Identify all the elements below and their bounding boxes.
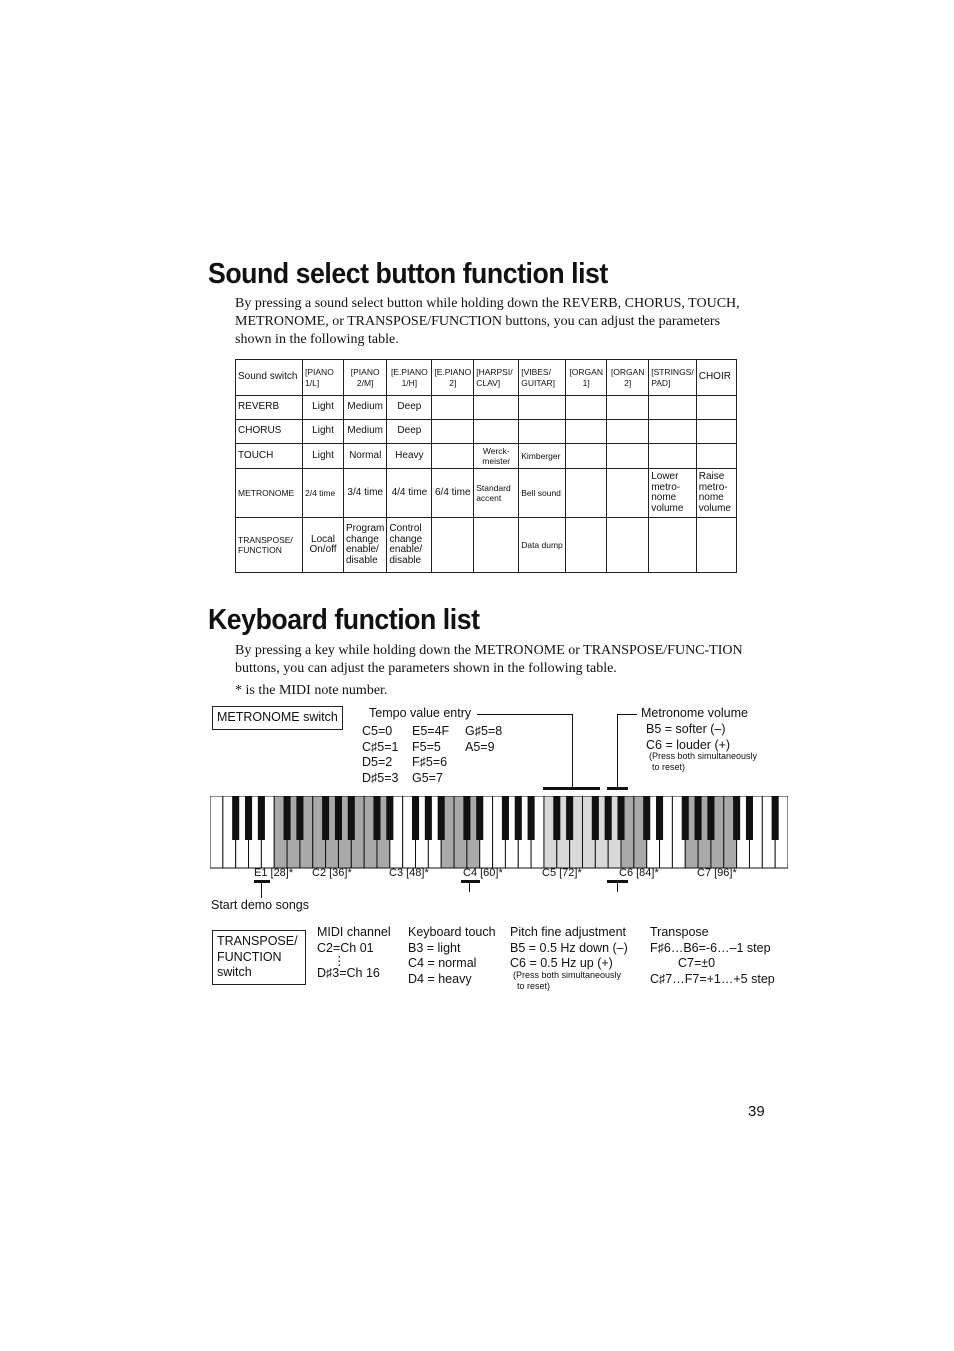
tempo-title: Tempo value entry [369,706,472,720]
black-key [296,796,303,840]
keyboard-touch-block: Keyboard touch B3 = light C4 = normal D4 = heavy [408,925,496,986]
table-header-cell: [ORGAN 2] [607,360,649,396]
table-cell: Deep [387,420,432,444]
key-label-e1: E1 [28]* [254,867,294,879]
table-cell: 4/4 time [387,469,432,518]
key-label-c3: C3 [48]* [389,867,429,879]
black-key [232,796,239,840]
black-key [617,796,624,840]
black-key [643,796,650,840]
page-number: 39 [748,1103,765,1120]
black-key [322,796,329,840]
table-cell: CHORUS [236,420,303,444]
black-key [335,796,342,840]
pitch-fine-adjustment-block: Pitch fine adjustment B5 = 0.5 Hz down (–) C6 = 0.5 Hz up (+) [510,925,628,970]
black-key [463,796,470,840]
table-cell: Data dump [519,518,566,573]
table-cell: 3/4 time [344,469,387,518]
table-cell: REVERB [236,396,303,420]
table-header-cell: [HARPSI/ CLAV] [474,360,519,396]
black-key [707,796,714,840]
table-header-cell: [STRINGS/ PAD] [649,360,697,396]
table-cell: Werck-meister [474,444,519,469]
key-label-c7: C7 [96]* [697,867,737,879]
table-header-cell: [ORGAN 1] [566,360,607,396]
black-key [386,796,393,840]
table-cell: Raise metro-nome volume [696,469,736,518]
keyboard-diagram [210,796,788,870]
key-label-c5: C5 [72]* [542,867,582,879]
black-key [695,796,702,840]
metronome-volume-lines: B5 = softer (–) C6 = louder (+) [646,722,731,752]
table-cell: Light [303,444,344,469]
table-header-cell: Sound switch [236,360,303,396]
table-cell: Heavy [387,444,432,469]
black-key [682,796,689,840]
table-cell: Local On/off [303,518,344,573]
table-cell: METRONOME [236,469,303,518]
tempo-column-1: C5=0 C♯5=1 D5=2 D♯5=3 [362,724,399,785]
black-key [245,796,252,840]
black-key [425,796,432,840]
metronome-switch-box: METRONOME switch [212,706,343,730]
table-cell: Light [303,420,344,444]
black-key [373,796,380,840]
table-cell: 2/4 time [303,469,344,518]
transpose-block: Transpose F♯6…B6=-6…–1 step C7=±0 C♯7…F7=+1…+5 step [650,925,775,986]
sound-function-table [235,359,737,573]
key-label-c2: C2 [36]* [312,867,352,879]
black-key [515,796,522,840]
tempo-column-2: E5=4F F5=5 F♯5=6 G5=7 [412,724,450,785]
black-key [502,796,509,840]
key-label-c4: C4 [60]* [463,867,503,879]
black-key [348,796,355,840]
black-key [656,796,663,840]
section2-title: Keyboard function list [208,604,480,636]
tempo-column-3: G♯5=8 A5=9 [465,724,503,754]
black-key [772,796,779,840]
table-cell: 6/4 time [432,469,474,518]
black-key [746,796,753,840]
black-key [412,796,419,840]
white-key [210,796,223,868]
table-cell: Lower metro-nome volume [649,469,697,518]
black-key [476,796,483,840]
table-cell: Control change enable/ disable [387,518,432,573]
black-key [592,796,599,840]
table-header-cell: [VIBES/ GUITAR] [519,360,566,396]
table-header-cell: [PIANO 2/M] [344,360,387,396]
table-cell: Standard accent [474,469,519,518]
midi-channel-block: MIDI channel C2=Ch 01 ⋮ D♯3=Ch 16 [317,925,391,980]
table-header-cell: [E.PIANO 2] [432,360,474,396]
table-header-cell: CHOIR [696,360,736,396]
metronome-volume-title: Metronome volume [641,706,748,720]
table-cell: Medium [344,420,387,444]
section1-intro: By pressing a sound select button while holding down the REVERB, CHORUS, TOUCH, METRONOME, or TRANSPOSE/FUNCTION buttons, you can adjust the parameters shown in the following table. [235,296,740,347]
table-cell: Program change enable/ disable [344,518,387,573]
metronome-volume-note: (Press both simultaneously to reset) [649,751,758,772]
table-cell: Kimberger [519,444,566,469]
black-key [566,796,573,840]
table-cell: TRANSPOSE/ FUNCTION [236,518,303,573]
table-header-cell: [E.PIANO 1/H] [387,360,432,396]
black-key [553,796,560,840]
black-key [528,796,535,840]
section2-intro: By pressing a key while holding down the METRONOME or TRANSPOSE/FUNC-TION buttons, you can adjust the parameters shown in the following table. [235,643,743,676]
midi-note-footnote: * is the MIDI note number. [235,683,388,698]
table-cell: TOUCH [236,444,303,469]
black-key [258,796,265,840]
black-key [605,796,612,840]
black-key [284,796,291,840]
start-demo-songs: Start demo songs [211,898,309,912]
section1-title: Sound select button function list [208,258,608,290]
table-cell: Medium [344,396,387,420]
black-key [438,796,445,840]
table-cell: Bell sound [519,469,566,518]
transpose-function-switch-box: TRANSPOSE/ FUNCTION switch [212,930,306,985]
table-cell: Normal [344,444,387,469]
key-label-c6: C6 [84]* [619,867,659,879]
table-cell: Light [303,396,344,420]
black-key [733,796,740,840]
table-cell: Deep [387,396,432,420]
table-header-cell: [PIANO 1/L] [303,360,344,396]
pitch-fine-note: (Press both simultaneously to reset) [513,970,622,991]
